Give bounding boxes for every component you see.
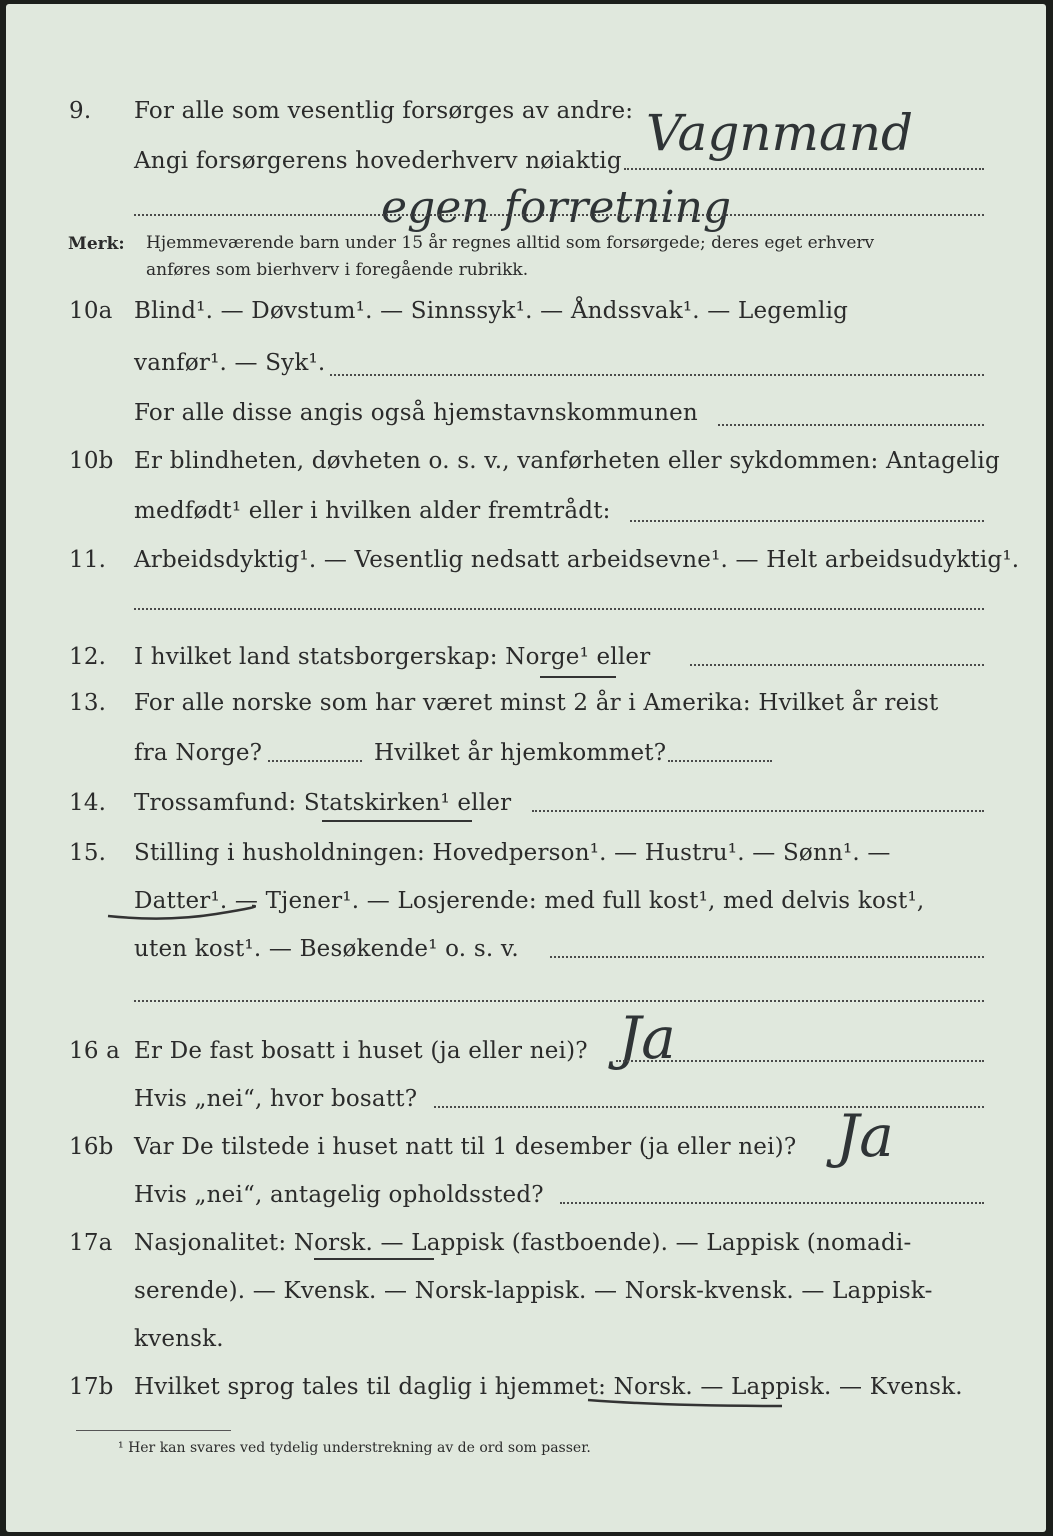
- q16a-line1: Er De fast bosatt i huset (ja eller nei)?: [134, 1038, 588, 1064]
- q13-year-return-field: [668, 760, 772, 762]
- q9-number: 9.: [69, 98, 92, 124]
- q13-line2a: fra Norge?: [134, 740, 263, 766]
- q13-line2b: Hvilket år hjemkommet?: [374, 740, 667, 766]
- q9-answer-detail: egen forretning: [381, 182, 732, 233]
- q13-row: [6, 684, 1046, 728]
- q10a-line1: Blind¹. — Døvstum¹. — Sinnssyk¹. — Åndssvak¹. — Legemlig: [134, 298, 849, 324]
- q10a-line2-field: [330, 374, 984, 376]
- footnote: ¹ Her kan svares ved tydelig understrekning av de ord som passer.: [118, 1440, 591, 1456]
- census-form-page: [6, 4, 1046, 1532]
- q16b-answer: Ja: [836, 1102, 894, 1170]
- q16b-row2: [6, 1176, 1046, 1220]
- q15-line3: uten kost¹. — Besøkende¹ o. s. v.: [134, 936, 519, 962]
- q10a-hometown-field: [718, 424, 984, 426]
- q9-answer-line2: [134, 214, 984, 216]
- q16a-answer-field: [616, 1060, 984, 1062]
- q15-line1: Stilling i husholdningen: Hovedperson¹. — Hustru¹. — Sønn¹. —: [134, 840, 891, 866]
- q15-row: [6, 834, 1046, 878]
- q9-answer-line: [624, 168, 984, 170]
- q14-faith-field: [532, 810, 984, 812]
- q13-line1: For alle norske som har været minst 2 år i Amerika: Hvilket år reist: [134, 690, 939, 716]
- q17b-line1: Hvilket sprog tales til daglig i hjemmet: Norsk. — Lappisk. — Kvensk.: [134, 1374, 963, 1400]
- q16b-line2: Hvis „nei“, antagelig opholdssted?: [134, 1182, 544, 1208]
- q16a-residence-field: [434, 1106, 984, 1108]
- q17a-line2: serende). — Kvensk. — Norsk-lappisk. — Norsk-kvensk. — Lappisk-: [134, 1278, 933, 1304]
- q10a-row: [6, 292, 1046, 336]
- footnote-separator: [76, 1430, 231, 1431]
- q10a-row2: [6, 344, 1046, 388]
- q14-underline-statskirken: [322, 820, 472, 822]
- q13-row2: [6, 734, 1046, 778]
- q10b-age-field: [630, 520, 984, 522]
- q11-row: [6, 541, 1046, 585]
- q10b-row: [6, 442, 1046, 486]
- q15-line2: Datter¹. — Tjener¹. — Losjerende: med full kost¹, med delvis kost¹,: [134, 888, 925, 914]
- merk-line2: anføres som bierhverv i foregående rubrikk.: [146, 260, 529, 280]
- q16a-number: 16 a: [69, 1038, 121, 1064]
- q17b-row: [6, 1368, 1046, 1412]
- q15-number: 15.: [69, 840, 107, 866]
- q14-row: [6, 784, 1046, 828]
- q14-number: 14.: [69, 790, 107, 816]
- q13-year-left-field: [268, 760, 362, 762]
- q9-line1: For alle som vesentlig forsørges av andre:: [134, 98, 634, 124]
- q17b-number: 17b: [69, 1374, 114, 1400]
- q10a-line3: For alle disse angis også hjemstavnskommunen: [134, 400, 698, 426]
- q17a-row2: [6, 1272, 1046, 1316]
- q17a-underline-norsk: [314, 1258, 434, 1260]
- q16b-line1: Var De tilstede i huset natt til 1 desember (ja eller nei)?: [134, 1134, 797, 1160]
- q10a-line2: vanfør¹. — Syk¹.: [134, 350, 326, 376]
- q16b-number: 16b: [69, 1134, 114, 1160]
- q9-answer-occupation: Vagnmand: [646, 104, 913, 162]
- q10b-line2: medfødt¹ eller i hvilken alder fremtrådt:: [134, 498, 611, 524]
- q10a-row3: [6, 394, 1046, 438]
- q12-underline-norge: [540, 676, 616, 678]
- q9-row2: [6, 142, 1046, 186]
- q10a-number: 10a: [69, 298, 113, 324]
- q10b-number: 10b: [69, 448, 114, 474]
- q12-line1: I hvilket land statsborgerskap: Norge¹ eller: [134, 644, 651, 670]
- q11-number: 11.: [69, 547, 107, 573]
- q11-answer-line: [134, 608, 984, 610]
- merk-line1: Hjemmeværende barn under 15 år regnes alltid som forsørgede; deres eget erhverv: [146, 233, 875, 253]
- q9-line2: Angi forsørgerens hovederhverv nøiaktig: [134, 148, 622, 174]
- q17a-row3: [6, 1320, 1046, 1364]
- q15-other-field: [550, 956, 984, 958]
- q16a-line2: Hvis „nei“, hvor bosatt?: [134, 1086, 418, 1112]
- q17a-line1: Nasjonalitet: Norsk. — Lappisk (fastboende). — Lappisk (nomadi-: [134, 1230, 912, 1256]
- merk-label: Merk:: [68, 234, 125, 254]
- q12-number: 12.: [69, 644, 107, 670]
- q17b-underline-norsk: [586, 1394, 786, 1414]
- q15-row3: [6, 930, 1046, 974]
- q16b-location-field: [560, 1202, 984, 1204]
- q15-answer-line: [134, 1000, 984, 1002]
- q12-row: [6, 638, 1046, 682]
- q16a-row: [6, 1032, 1046, 1076]
- q12-country-field: [690, 664, 984, 666]
- q15-underline-datter: [106, 896, 256, 926]
- q16a-answer: Ja: [618, 1004, 676, 1072]
- q10b-line1: Er blindheten, døvheten o. s. v., vanførheten eller sykdommen: Antagelig: [134, 448, 1000, 474]
- q11-line1: Arbeidsdyktig¹. — Vesentlig nedsatt arbeidsevne¹. — Helt arbeidsudyktig¹.: [134, 547, 1020, 573]
- q17a-number: 17a: [69, 1230, 113, 1256]
- q13-number: 13.: [69, 690, 107, 716]
- q10b-row2: [6, 492, 1046, 536]
- q17a-line3: kvensk.: [134, 1326, 224, 1352]
- q14-line1: Trossamfund: Statskirken¹ eller: [134, 790, 512, 816]
- q17a-row: [6, 1224, 1046, 1268]
